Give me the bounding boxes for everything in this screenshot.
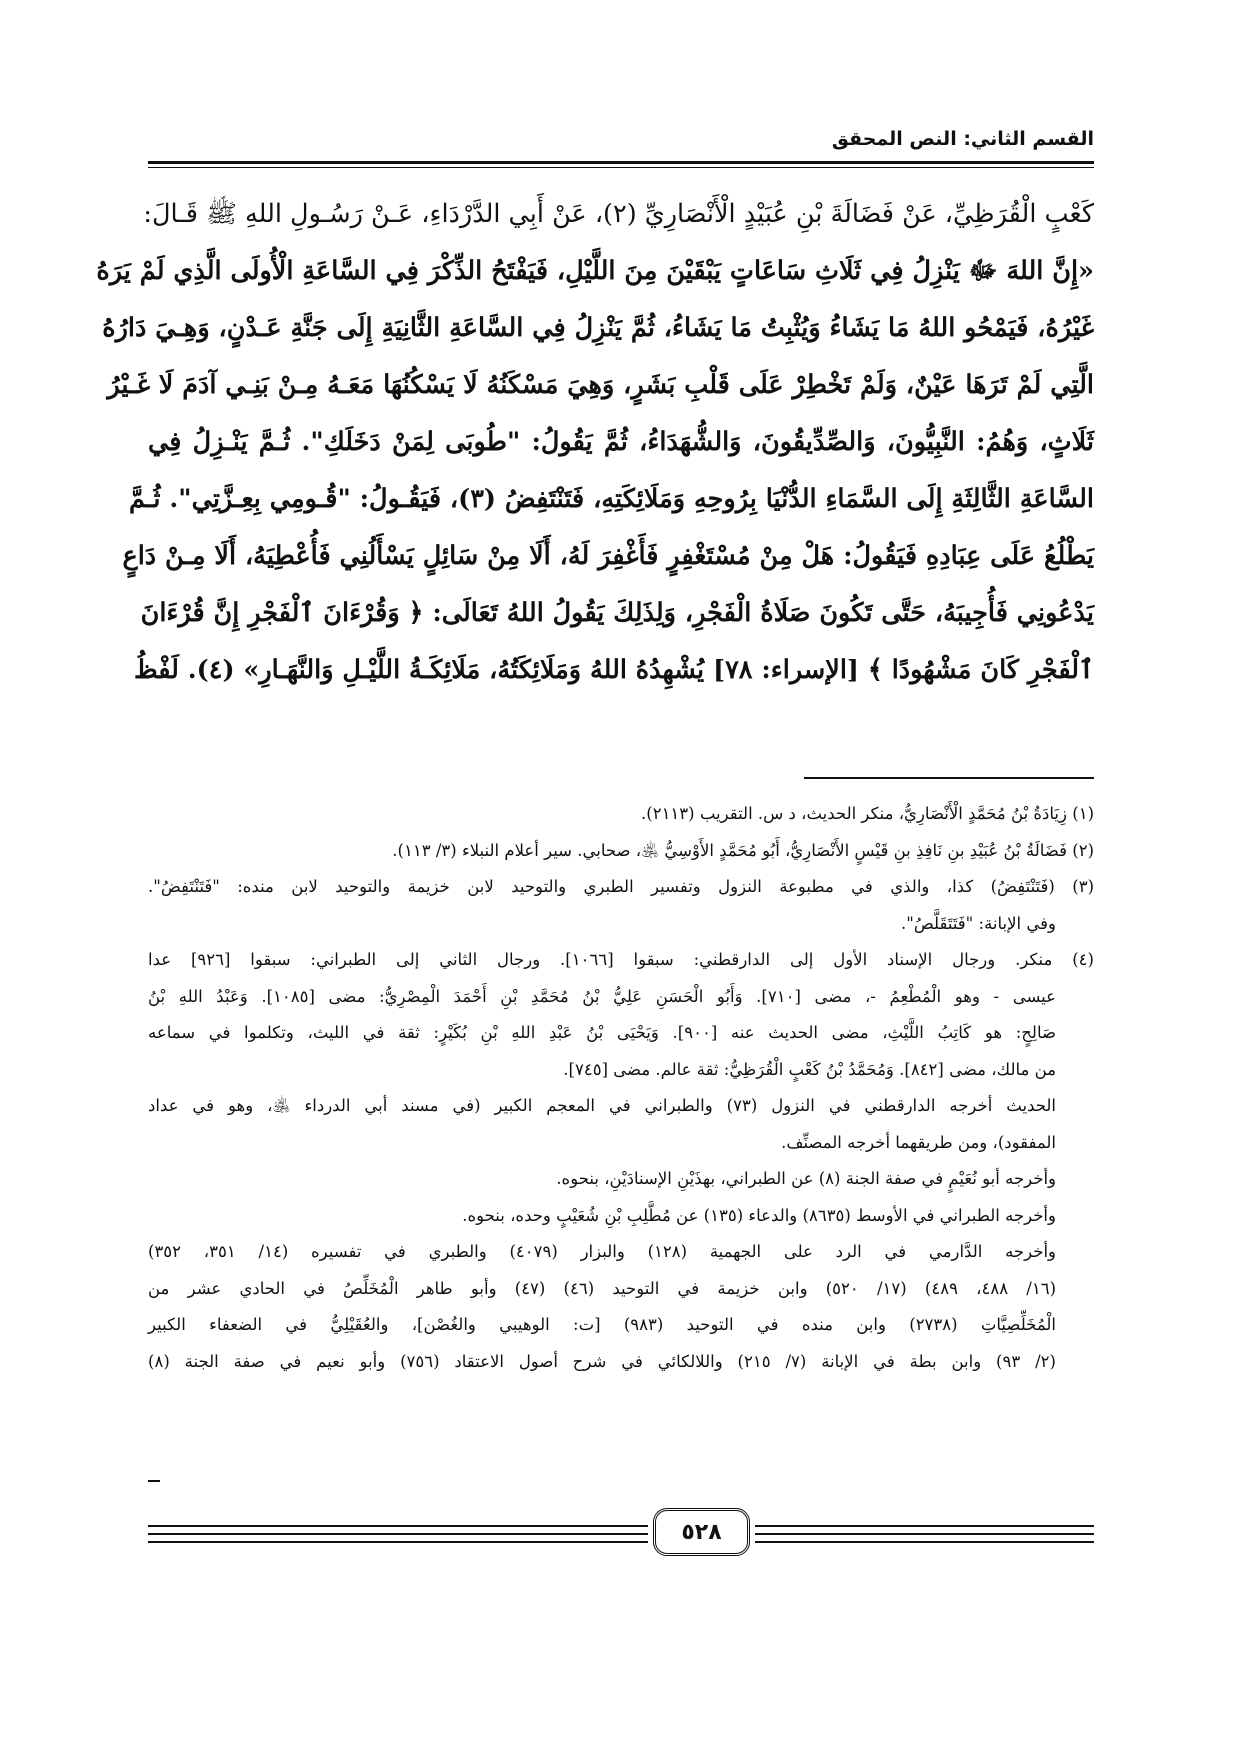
footnote-1: (١) زِيَادَةُ بْنُ مُحَمَّدٍ الْأَنْصَارِيُّ، منكر الحديث، د س. التقريب (٢١١٣). (641, 804, 1094, 823)
text-line-4: الَّتِي لَمْ تَرَهَا عَيْنٌ، وَلَمْ تَخْطِرْ عَلَى قَلْبِ بَشَرٍ، وَهِيَ مَسْكَنُهُ لَا يَسْكُنُهَا مَعَـهُ مِـنْ بَنِـي آدَمَ لَا غَـيْرُ (107, 370, 1094, 400)
footnote-4-cont: صَالِحٍ: هو كَاتِبُ اللَّيْثِ، مضى الحديث عنه [٩٠٠]. وَيَحْيَى بْنُ عَبْدِ اللهِ بْنِ بُكَيْرٍ: ثقة في الليث، وتكلموا في سماعه (148, 1023, 1056, 1042)
text-line-6: السَّاعَةِ الثَّالِثَةِ إِلَى السَّمَاءِ الدُّنْيَا بِرُوحِهِ وَمَلَائِكَتِهِ، فَتَنْتَفِضُ (٣)، فَيَقُـولُ: "قُـومِي بِعِـزَّتِي". ثُـمَّ (128, 484, 1094, 514)
continuation-dash (148, 1480, 160, 1482)
footnotes (148, 796, 1094, 1380)
footnote-2: (٢) فَضَالَةُ بْنُ عُبَيْدِ بنِ نَافِذِ بنِ قَيْسٍ الأَنْصَارِيُّ، أَبُو مُحَمَّدٍ الأَوْسِيُّ ﵁، صحابي. سير أعلام النبلاء (٣/ ١١٣). (392, 840, 1094, 860)
footnote-4: (٤) منكر. ورجال الإسناد الأول إلى الدارقطني: سبقوا [١٠٦٦]. ورجال الثاني إلى الطبراني: سبقوا [٩٢٦] عدا (148, 950, 1094, 969)
footnote-4-takhrij: (٢/ ٩٣) وابن بطة في الإبانة (٧/ ٢١٥) واللالكائي في شرح أصول الاعتقاد (٧٥٦) وأبو نعيم في صفة الجنة (٨) (148, 1351, 1056, 1371)
text-line-2: «إِنَّ اللهَ ﷻ يَنْزِلُ فِي ثَلَاثِ سَاعَاتٍ يَبْقَيْنَ مِنَ اللَّيْلِ، فَيَفْتَحُ الذِّكْرَ فِي السَّاعَةِ الْأُولَى الَّذِي لَمْ يَرَهُ (96, 256, 1094, 286)
footnote-4-takhrij: وأخرجه أبو نُعَيْمٍ في صفة الجنة (٨) عن الطبراني، بهذَيْنِ الإسنادَيْنِ، بنحوه. (556, 1169, 1056, 1188)
section-title: القسم الثاني: النص المحقق (831, 128, 1094, 150)
footnote-4-takhrij: الحديث أخرجه الدارقطني في النزول (٧٣) والطبراني في المعجم الكبير (في مسند أبي الدرداء ﵁، وهو في عداد (148, 1096, 1056, 1115)
header-rule-thin (148, 167, 1094, 168)
footnote-4-takhrij: الْمُخَلِّصِيَّاتِ (٢٧٣٨) وابن منده في التوحيد (٩٨٣) [ت: الوهيبي والغُصْن]، والعُقَيْلِيُّ في الضعفاء الكبير (148, 1315, 1056, 1334)
running-header (148, 128, 1094, 158)
footer-rule-right (755, 1541, 1094, 1543)
text-line-1: كَعْبٍ الْقُرَظِيِّ، عَنْ فَضَالَةَ بْنِ عُبَيْدٍ الْأَنْصَارِيِّ (٢)، عَنْ أَبِي الدَّرْدَاءِ، عَـنْ رَسُـولِ اللهِ ﷺ قَـالَ: (143, 199, 1094, 229)
footnote-4-cont: عيسى - وهو الْمُطْعِمُ -، مضى [٧١٠]. وَأَبُو الْحَسَنِ عَلِيُّ بْنُ مُحَمَّدِ بْنِ أَحْمَدَ الْمِصْرِيُّ: مضى [١٠٨٥]. وَعَبْدُ اللهِ بْنُ (148, 986, 1056, 1006)
footnote-3: (٣) (فَتَنْتَفِضُ) كذا، والذي في مطبوعة النزول وتفسير الطبري والتوحيد لابن خزيمة والتوحيد لابن منده: "فَتَنْتَفِضُ". (148, 877, 1094, 896)
main-text (96, 186, 1094, 699)
footnote-4-takhrij: وأخرجه الطبراني في الأوسط (٨٦٣٥) والدعاء (١٣٥) عن مُطَّلِبِ بْنِ شُعَيْبٍ وحده، بنحوه. (462, 1205, 1056, 1225)
footer-rule-left (148, 1525, 648, 1527)
footnote-separator (804, 777, 1094, 779)
text-line-3: غَيْرُهُ، فَيَمْحُو اللهُ مَا يَشَاءُ وَيُثْبِتُ مَا يَشَاءُ، ثُمَّ يَنْزِلُ فِي السَّاعَةِ الثَّانِيَةِ إِلَى جَنَّةِ عَـدْنٍ، وَهِـيَ دَارُهُ (102, 313, 1094, 343)
footer-rule-right (755, 1533, 1094, 1535)
footnote-3-cont: وفي الإبانة: "فَتَتَقَلَّصُ". (900, 913, 1056, 933)
footnote-4-cont: من مالك، مضى [٨٤٢]. وَمُحَمَّدُ بْنُ كَعْبٍ الْقُرَظِيُّ: ثقة عالم. مضى [٧٤٥]. (563, 1059, 1056, 1079)
page-footer (148, 1508, 1094, 1558)
footer-rule-right (755, 1525, 1094, 1527)
footnote-4-takhrij: المفقود)، ومن طريقهما أخرجه المصنِّف. (781, 1132, 1056, 1152)
text-line-9: ٱلْفَجْرِ كَانَ مَشْهُودًا ﴾ [الإسراء: ٧٨] يُشْهِدُهُ اللهُ وَمَلَائِكَتُهُ، مَلَائِكَـةُ اللَّيْـلِ وَالنَّهَـارِ» (٤). لَفْظُ (134, 655, 1094, 685)
text-line-5: ثَلَاثٍ، وَهُمُ: النَّبِيُّونَ، وَالصِّدِّيقُونَ، وَالشُّهَدَاءُ، ثُمَّ يَقُولُ: "طُوبَى لِمَنْ دَخَلَكِ". ثُـمَّ يَنْـزِلُ فِي (148, 427, 1094, 457)
footer-rule-left (148, 1541, 648, 1543)
footnote-4-takhrij: وأخرجه الدَّارمي في الرد على الجهمية (١٢٨) والبزار (٤٠٧٩) والطبري في تفسيره (١٤/ ٣٥١، ٣٥٢) (148, 1242, 1056, 1261)
text-line-7: يَطْلُعُ عَلَى عِبَادِهِ فَيَقُولُ: هَلْ مِنْ مُسْتَغْفِرٍ فَأَغْفِرَ لَهُ، أَلَا مِنْ سَائِلٍ يَسْأَلُنِي فَأُعْطِيَهُ، أَلَا مِـنْ دَاعٍ (122, 541, 1094, 571)
page-number: ٥٢٨ (653, 1508, 750, 1556)
footnote-4-takhrij: (١٦/ ٤٨٨، ٤٨٩) (١٧/ ٥٢٠) وابن خزيمة في التوحيد (٤٦) (٤٧) وأبو طاهر الْمُخَلِّصُ في الحادي عشر من (148, 1278, 1056, 1298)
text-line-8: يَدْعُونِي فَأُجِيبَهُ، حَتَّى تَكُونَ صَلَاةُ الْفَجْرِ، وَلِذَلِكَ يَقُولُ اللهُ تَعَالَى: ﴿ وَقُرْءَانَ ٱلْفَجْرِ إِنَّ قُرْءَانَ (140, 598, 1094, 628)
footer-rule-left (148, 1533, 648, 1535)
header-rule-thick (148, 161, 1094, 164)
